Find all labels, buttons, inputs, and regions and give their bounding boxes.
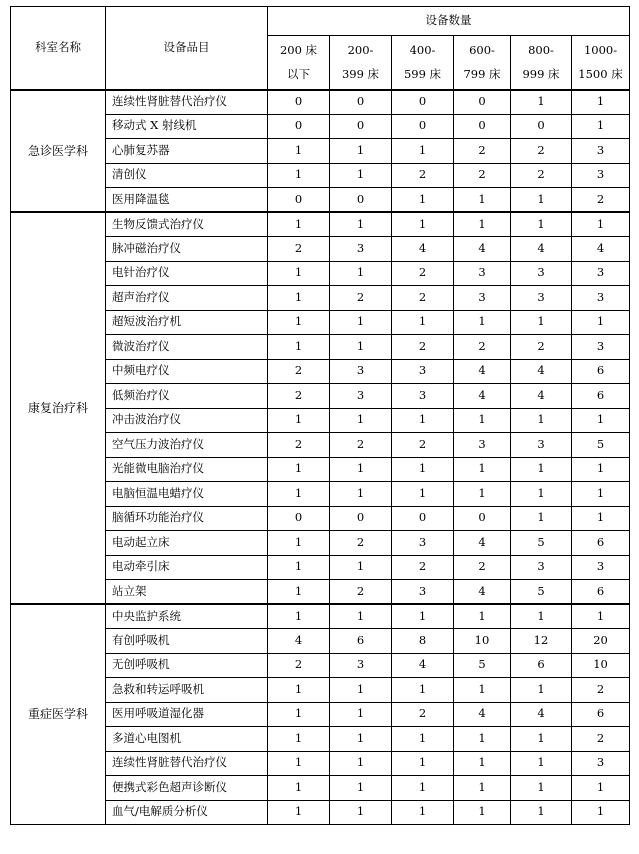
header-band-line: 以下 [287,67,310,82]
header-band [454,36,511,90]
header-band-line: 399 床 [341,67,380,82]
quantity-cell: 1 [268,604,330,629]
item-name-cell: 生物反馈式治疗仪 [106,212,268,237]
quantity-cell: 1 [454,212,511,237]
quantity-cell: 2 [572,727,630,752]
quantity-cell: 1 [392,482,454,507]
quantity-cell: 5 [511,580,572,605]
quantity-cell: 1 [268,776,330,801]
quantity-cell: 4 [511,702,572,727]
quantity-cell: 4 [572,237,630,262]
quantity-cell: 0 [268,90,330,115]
quantity-cell: 0 [268,114,330,139]
quantity-cell: 0 [268,188,330,213]
quantity-cell: 3 [392,531,454,556]
quantity-cell: 3 [330,653,392,678]
quantity-cell: 3 [454,433,511,458]
item-name-cell: 低频治疗仪 [106,384,268,409]
item-name-cell: 空气压力波治疗仪 [106,433,268,458]
dept-name-cell: 急诊医学科 [11,90,106,213]
quantity-cell: 3 [572,261,630,286]
quantity-cell: 1 [454,727,511,752]
header-band-line: 999 床 [522,67,560,82]
quantity-cell: 3 [511,286,572,311]
quantity-cell: 2 [268,433,330,458]
quantity-cell: 1 [268,702,330,727]
item-name-cell: 医用呼吸道湿化器 [106,702,268,727]
item-name-cell: 连续性肾脏替代治疗仪 [106,751,268,776]
quantity-cell: 1 [268,212,330,237]
quantity-cell: 4 [511,237,572,262]
quantity-cell: 1 [268,286,330,311]
quantity-cell: 5 [454,653,511,678]
item-name-cell: 无创呼吸机 [106,653,268,678]
quantity-cell: 1 [330,702,392,727]
quantity-cell: 2 [572,188,630,213]
quantity-cell: 6 [572,702,630,727]
item-name-cell: 急救和转运呼吸机 [106,678,268,703]
quantity-cell: 4 [511,384,572,409]
quantity-cell: 1 [572,776,630,801]
header-dept: 科室名称 [11,7,106,90]
quantity-cell: 3 [572,751,630,776]
item-name-cell: 微波治疗仪 [106,335,268,360]
quantity-cell: 1 [454,678,511,703]
quantity-cell: 0 [392,506,454,531]
quantity-cell: 1 [330,800,392,825]
quantity-cell: 1 [511,457,572,482]
quantity-cell: 1 [268,310,330,335]
quantity-cell: 8 [392,629,454,654]
quantity-cell: 1 [330,212,392,237]
quantity-cell: 1 [392,408,454,433]
quantity-cell: 1 [268,482,330,507]
item-name-cell: 冲击波治疗仪 [106,408,268,433]
quantity-cell: 1 [454,800,511,825]
quantity-cell: 2 [268,384,330,409]
quantity-cell: 1 [330,604,392,629]
quantity-cell: 6 [572,531,630,556]
quantity-cell: 1 [330,335,392,360]
quantity-cell: 1 [511,776,572,801]
quantity-cell: 2 [330,433,392,458]
table-row [11,604,630,629]
quantity-cell: 1 [392,751,454,776]
quantity-cell: 1 [392,139,454,164]
quantity-cell: 1 [330,555,392,580]
quantity-cell: 4 [268,629,330,654]
dept-name-cell: 康复治疗科 [11,212,106,604]
quantity-cell: 0 [392,114,454,139]
quantity-cell: 1 [511,751,572,776]
item-name-cell: 电动牵引床 [106,555,268,580]
quantity-cell: 2 [454,163,511,188]
quantity-cell: 2 [268,359,330,384]
quantity-cell: 2 [392,433,454,458]
quantity-cell: 1 [392,800,454,825]
quantity-cell: 2 [268,653,330,678]
quantity-cell: 12 [511,629,572,654]
header-band [268,36,330,90]
quantity-cell: 1 [330,310,392,335]
quantity-cell: 0 [330,114,392,139]
quantity-cell: 1 [392,212,454,237]
item-name-cell: 光能微电脑治疗仪 [106,457,268,482]
quantity-cell: 0 [511,114,572,139]
quantity-cell: 1 [392,310,454,335]
quantity-cell: 1 [268,800,330,825]
quantity-cell: 2 [454,555,511,580]
quantity-cell: 2 [572,678,630,703]
quantity-cell: 6 [511,653,572,678]
quantity-cell: 1 [330,139,392,164]
quantity-cell: 1 [268,408,330,433]
item-name-cell: 脑循环功能治疗仪 [106,506,268,531]
quantity-cell: 1 [454,482,511,507]
quantity-cell: 1 [330,776,392,801]
quantity-cell: 3 [454,261,511,286]
quantity-cell: 1 [511,188,572,213]
item-name-cell: 站立架 [106,580,268,605]
quantity-cell: 1 [572,212,630,237]
quantity-cell: 1 [511,727,572,752]
quantity-cell: 4 [392,653,454,678]
quantity-cell: 1 [330,261,392,286]
header-band [392,36,454,90]
header-band-line: 800- [528,43,554,58]
quantity-cell: 2 [392,555,454,580]
dept-name-cell: 重症医学科 [11,604,106,825]
quantity-cell: 4 [454,384,511,409]
header-band-line: 200- [347,43,374,58]
quantity-cell: 2 [392,335,454,360]
quantity-cell: 1 [330,457,392,482]
item-name-cell: 便携式彩色超声诊断仪 [106,776,268,801]
item-name-cell: 多道心电图机 [106,727,268,752]
quantity-cell: 10 [454,629,511,654]
header-band-line: 599 床 [403,67,442,82]
quantity-cell: 2 [392,286,454,311]
quantity-cell: 1 [454,310,511,335]
quantity-cell: 1 [268,457,330,482]
quantity-cell: 6 [572,359,630,384]
quantity-cell: 2 [330,286,392,311]
header-band-line: 400- [409,43,436,58]
quantity-cell: 1 [330,482,392,507]
quantity-cell: 1 [572,114,630,139]
quantity-cell: 1 [268,335,330,360]
quantity-cell: 6 [572,384,630,409]
quantity-cell: 1 [330,751,392,776]
quantity-cell: 1 [392,188,454,213]
quantity-cell: 1 [511,506,572,531]
header-band-line: 600- [469,43,495,58]
item-name-cell: 心肺复苏器 [106,139,268,164]
quantity-cell: 3 [392,359,454,384]
header-band-line: 799 床 [463,67,501,82]
table-row [11,212,630,237]
item-name-cell: 电针治疗仪 [106,261,268,286]
quantity-cell: 1 [268,261,330,286]
quantity-cell: 0 [330,506,392,531]
header-item: 设备品目 [106,7,268,90]
quantity-cell: 0 [330,90,392,115]
quantity-cell: 1 [454,408,511,433]
quantity-cell: 3 [572,555,630,580]
quantity-cell: 3 [330,384,392,409]
quantity-cell: 1 [268,580,330,605]
quantity-cell: 1 [454,776,511,801]
quantity-cell: 1 [268,555,330,580]
quantity-cell: 4 [392,237,454,262]
quantity-cell: 1 [511,800,572,825]
header-band-line: 200 床 [279,43,318,58]
quantity-cell: 3 [392,580,454,605]
quantity-cell: 1 [392,678,454,703]
table-row [11,90,630,115]
item-name-cell: 中央监护系统 [106,604,268,629]
quantity-cell: 5 [511,531,572,556]
quantity-cell: 1 [392,604,454,629]
quantity-cell: 1 [330,678,392,703]
item-name-cell: 电脑恒温电蜡疗仪 [106,482,268,507]
quantity-cell: 3 [511,433,572,458]
quantity-cell: 1 [572,604,630,629]
quantity-cell: 1 [454,188,511,213]
quantity-cell: 0 [330,188,392,213]
quantity-cell: 2 [511,335,572,360]
quantity-cell: 2 [454,335,511,360]
quantity-cell: 1 [572,457,630,482]
quantity-cell: 0 [392,90,454,115]
quantity-cell: 1 [454,751,511,776]
equipment-table [10,6,630,825]
quantity-cell: 2 [454,139,511,164]
quantity-cell: 3 [511,261,572,286]
quantity-cell: 0 [454,90,511,115]
quantity-cell: 3 [572,335,630,360]
quantity-cell: 3 [330,237,392,262]
quantity-cell: 1 [511,310,572,335]
item-name-cell: 有创呼吸机 [106,629,268,654]
quantity-cell: 2 [268,237,330,262]
quantity-cell: 1 [572,310,630,335]
quantity-cell: 1 [392,776,454,801]
quantity-cell: 1 [511,212,572,237]
quantity-cell: 1 [511,90,572,115]
quantity-cell: 1 [454,604,511,629]
quantity-cell: 2 [392,702,454,727]
quantity-cell: 2 [392,163,454,188]
quantity-cell: 1 [511,482,572,507]
item-name-cell: 血气/电解质分析仪 [106,800,268,825]
item-name-cell: 脉冲磁治疗仪 [106,237,268,262]
quantity-cell: 0 [454,114,511,139]
quantity-cell: 1 [511,408,572,433]
quantity-cell: 1 [268,163,330,188]
quantity-cell: 1 [330,727,392,752]
quantity-cell: 3 [454,286,511,311]
quantity-cell: 1 [511,678,572,703]
quantity-cell: 0 [268,506,330,531]
quantity-cell: 4 [511,359,572,384]
item-name-cell: 中频电疗仪 [106,359,268,384]
quantity-cell: 6 [330,629,392,654]
quantity-cell: 1 [268,139,330,164]
item-name-cell: 移动式 X 射线机 [106,114,268,139]
header-quantity: 设备数量 [268,7,630,36]
quantity-cell: 4 [454,237,511,262]
item-name-cell: 超短波治疗机 [106,310,268,335]
quantity-cell: 1 [572,506,630,531]
quantity-cell: 20 [572,629,630,654]
quantity-cell: 1 [572,800,630,825]
quantity-cell: 1 [268,678,330,703]
quantity-cell: 1 [268,531,330,556]
quantity-cell: 1 [572,482,630,507]
quantity-cell: 6 [572,580,630,605]
quantity-cell: 1 [572,90,630,115]
quantity-cell: 4 [454,359,511,384]
quantity-cell: 1 [268,727,330,752]
quantity-cell: 3 [572,139,630,164]
quantity-cell: 2 [511,163,572,188]
quantity-cell: 0 [454,506,511,531]
item-name-cell: 医用降温毯 [106,188,268,213]
quantity-cell: 1 [511,604,572,629]
quantity-cell: 2 [330,531,392,556]
quantity-cell: 2 [330,580,392,605]
quantity-cell: 3 [572,286,630,311]
item-name-cell: 电动起立床 [106,531,268,556]
header-band [572,36,630,90]
quantity-cell: 1 [268,751,330,776]
header-band-line: 1000- [583,43,618,58]
quantity-cell: 2 [392,261,454,286]
quantity-cell: 1 [392,457,454,482]
quantity-cell: 3 [511,555,572,580]
item-name-cell: 连续性肾脏替代治疗仪 [106,90,268,115]
quantity-cell: 1 [454,457,511,482]
quantity-cell: 1 [392,727,454,752]
quantity-cell: 1 [572,408,630,433]
quantity-cell: 1 [330,408,392,433]
header-band [330,36,392,90]
quantity-cell: 4 [454,531,511,556]
item-name-cell: 清创仪 [106,163,268,188]
header-band-line: 1500 床 [578,67,623,82]
quantity-cell: 4 [454,702,511,727]
quantity-cell: 1 [330,163,392,188]
quantity-cell: 4 [454,580,511,605]
quantity-cell: 3 [330,359,392,384]
quantity-cell: 2 [511,139,572,164]
quantity-cell: 3 [392,384,454,409]
item-name-cell: 超声治疗仪 [106,286,268,311]
quantity-cell: 10 [572,653,630,678]
quantity-cell: 5 [572,433,630,458]
header-band [511,36,572,90]
quantity-cell: 3 [572,163,630,188]
